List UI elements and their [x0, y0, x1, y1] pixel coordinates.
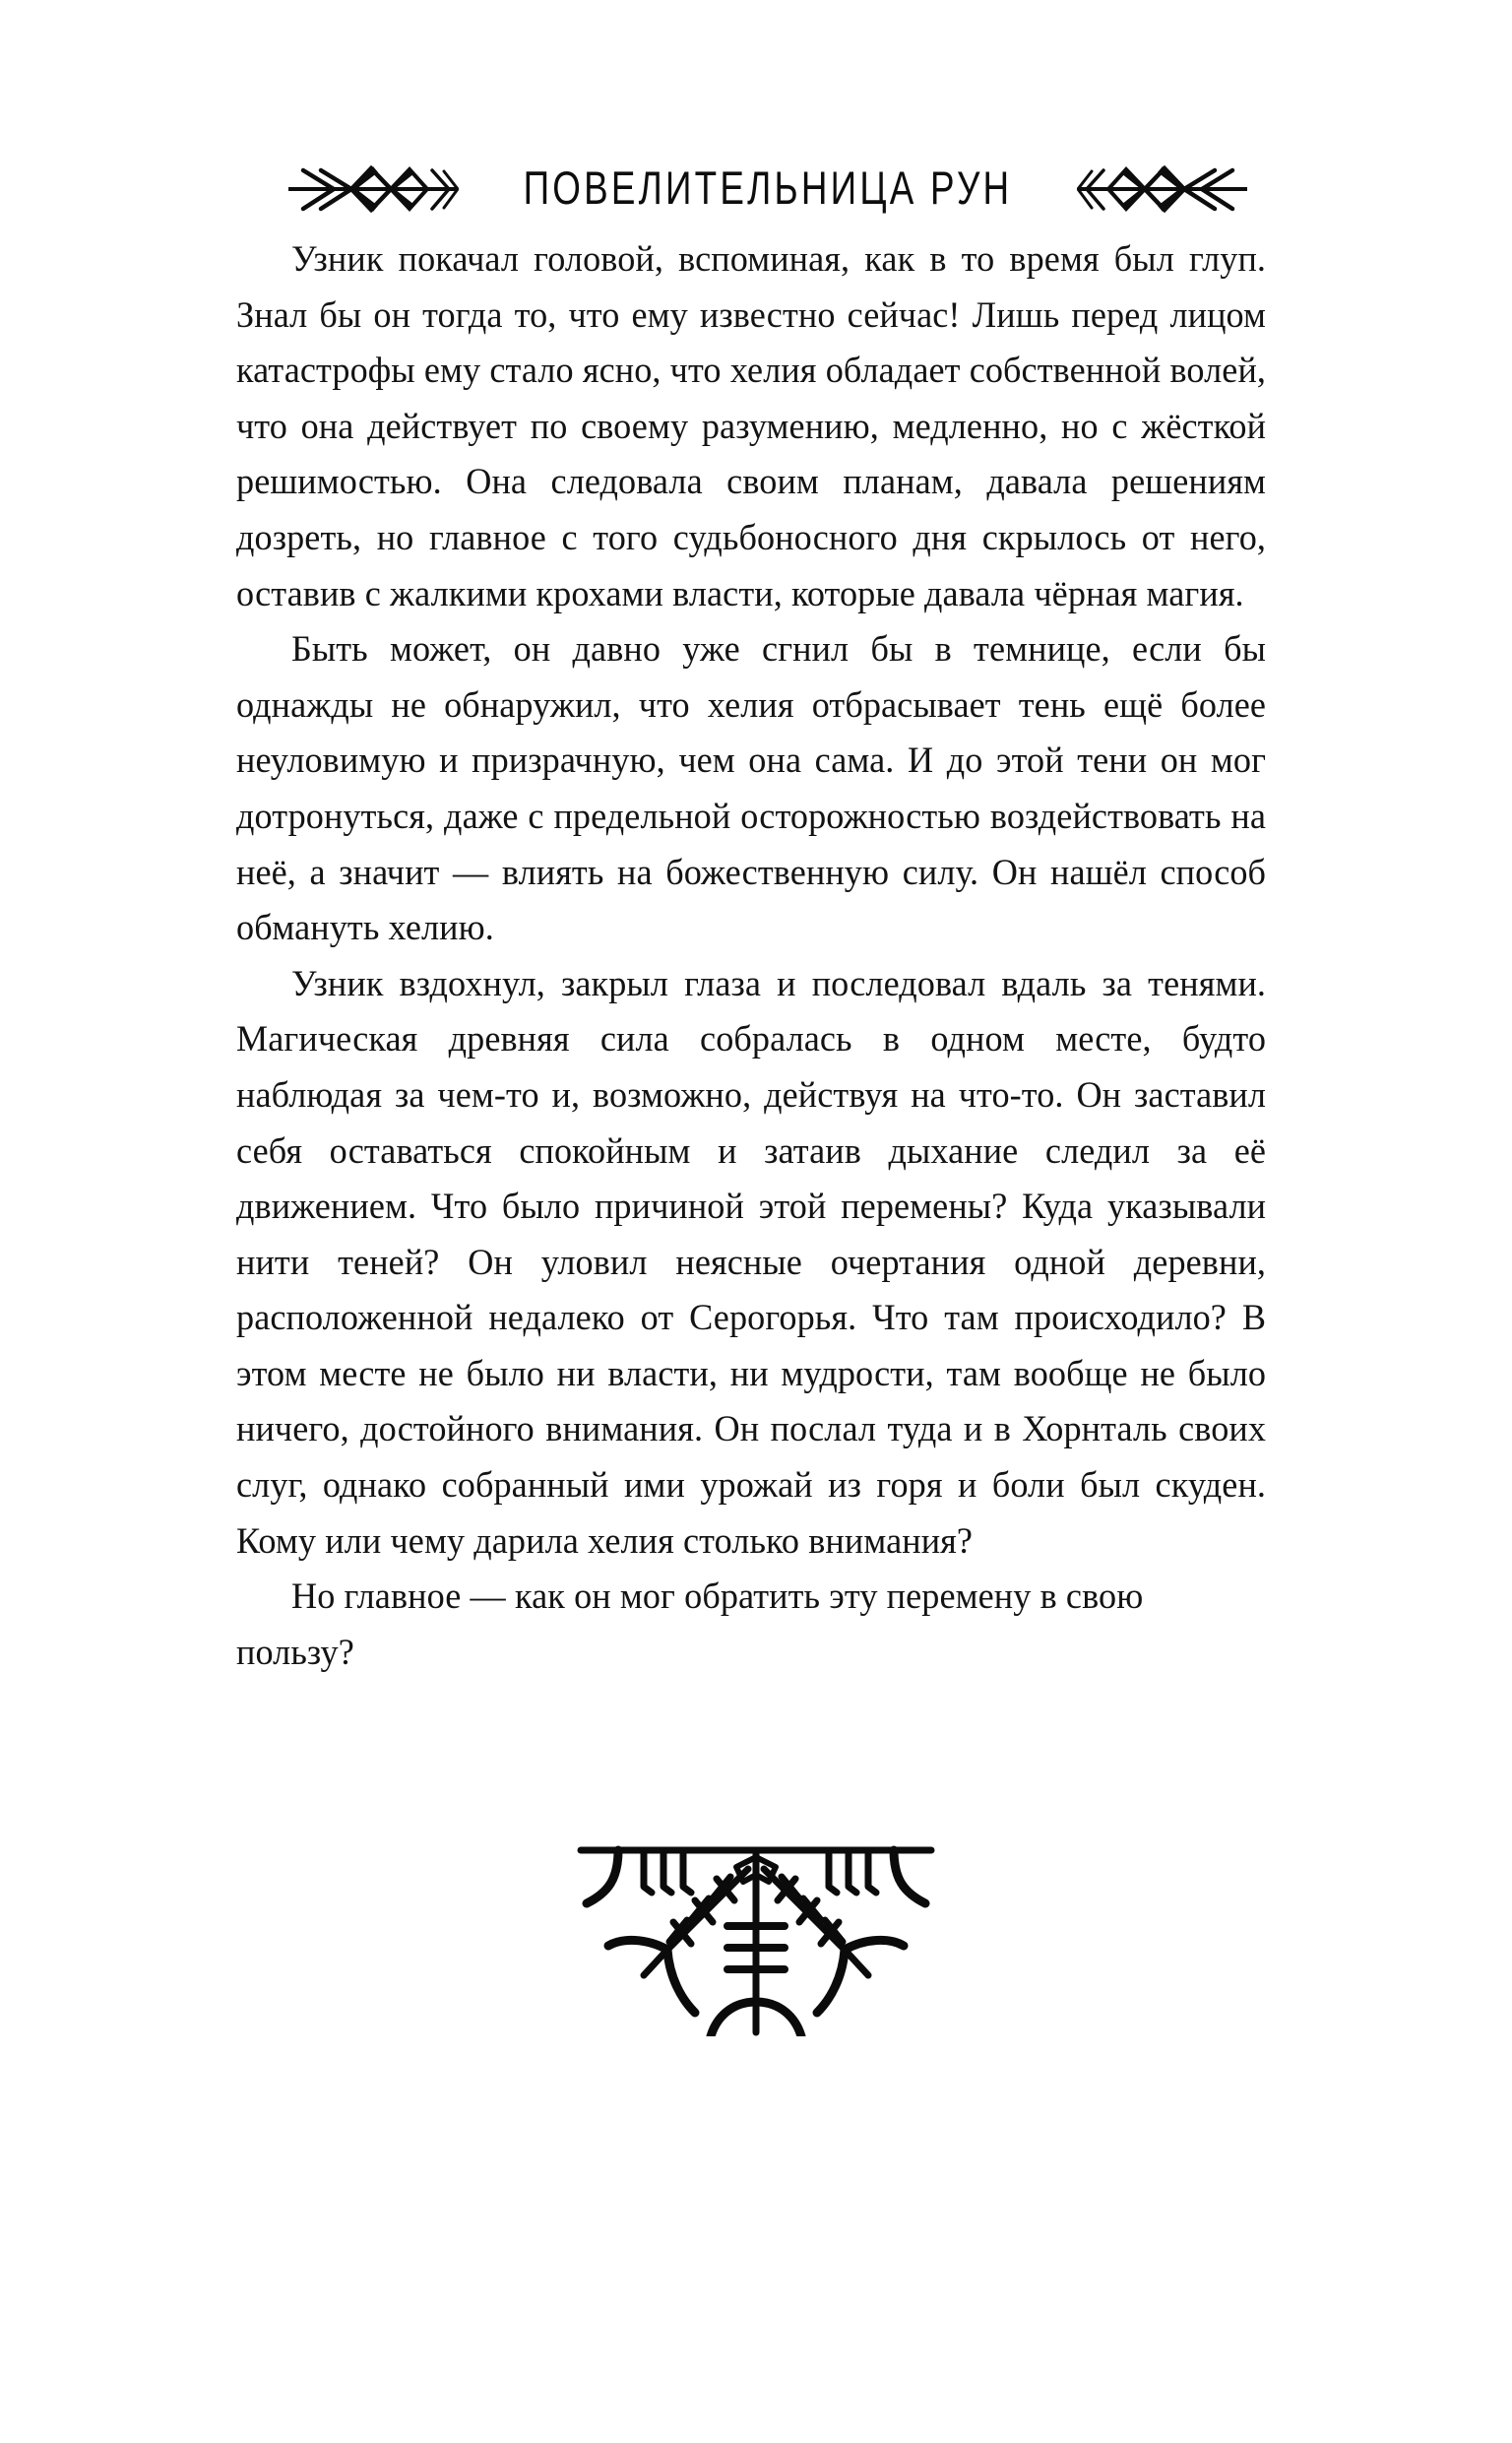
page-title: ПОВЕЛИТЕЛЬНИЦА РУН [523, 162, 1013, 215]
section-end-ornament [0, 1810, 1512, 2036]
paragraph: Но главное — как он мог обратить эту перемену в свою пользу? [236, 1576, 1144, 1673]
running-head [236, 158, 1299, 221]
norse-stave-ornament-icon [573, 1810, 939, 2036]
paragraph: Узник покачал головой, вспоминая, как в то время был глуп. Знал бы он тогда то, что ему известно сейчас! Лишь перед лицом катастрофы ему стало ясно, что хелия обладает собственной волей, что она действует по своему разумению, медленно, но с жёсткой решимостью. Она следовала своим планам, давала решениям дозреть, но главное с того судьбоносного дня скрылось от него, оставив с жалкими крохами власти, которые давала чёрная магия. [236, 239, 1267, 614]
rune-ornament-left-icon [286, 161, 459, 217]
paragraph: Быть может, он давно уже сгнил бы в темнице, если бы однажды не обнаружил, что хелия отбрасывает тень ещё более неуловимую и призрачную, чем она сама. И до этой тени он мог дотронуться, даже с предельной осторожностью воздействовать на неё, а значит — влиять на божественную силу. Он нашёл способ обмануть хелию. [236, 629, 1267, 949]
body-text-column [236, 232, 1303, 1681]
paragraph: Узник вздохнул, закрыл глаза и последовал вдаль за тенями. Магическая древняя сила собралась в одном месте, будто наблюдая за чем-то и, возможно, действуя на что-то. Он заставил себя оставаться спокойным и затаив дыхание следил за её движением. Что было причиной этой перемены? Куда указывали нити теней? Он уловил неясные очертания одной деревни, расположенной недалеко от Серогорья. Что там происходило? В этом месте не было ни власти, ни мудрости, там вообще не было ничего, достойного внимания. Он послал туда и в Хорнталь своих слуг, однако собранный ими урожай из горя и боли был скуден. Кому или чему дарила хелия столько внимания? [236, 963, 1267, 1562]
rune-ornament-right-icon [1077, 161, 1249, 217]
